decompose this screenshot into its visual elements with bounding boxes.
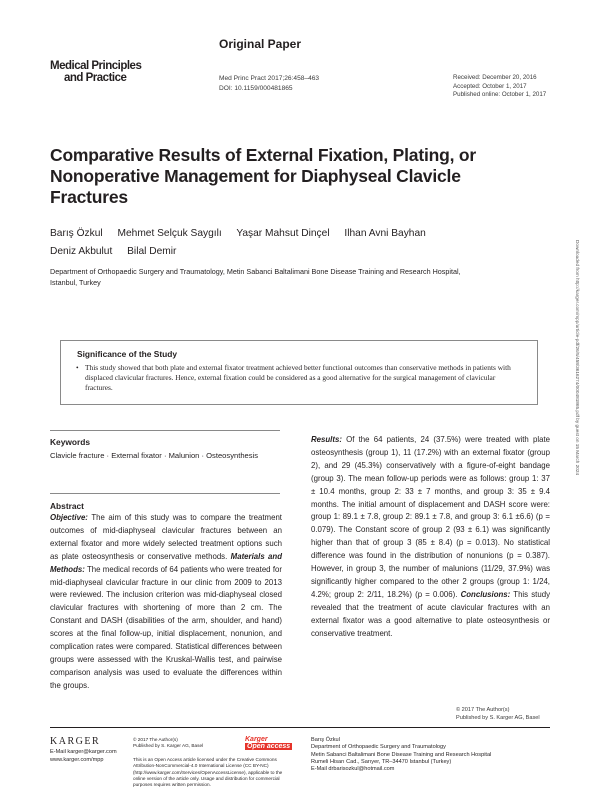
results-label: Results: <box>311 435 342 444</box>
significance-body: This study showed that both plate and external fixator treatment achieved better functional outcomes than conservative methods in patients with displaced clavicular fractures. Hence, external fixation could be considered as a good alternative for the surgical management of clavicular fractures. <box>85 363 511 392</box>
copyright-line: © 2017 The Author(s) <box>456 707 510 713</box>
significance-text <box>77 363 517 393</box>
objective-label: Objective: <box>50 513 88 522</box>
footer-publisher: Published by S. Karger AG, Basel <box>133 743 204 749</box>
spacer <box>133 750 285 757</box>
download-side-note <box>575 240 587 540</box>
author-name: Deniz Akbulut <box>50 246 113 257</box>
keywords-text: Clavicle fracture · External fixator · Malunion · Osteosynthesis <box>50 451 259 460</box>
correspondence-email[interactable]: E-Mail drbarisozkul@hotmail.com <box>311 766 395 773</box>
author-affiliation: Department of Orthopaedic Surgery and Traumatology, Metin Sabanci Baltalimani Bone Disease Training and Research Hospital, Istanbul, Turkey <box>50 267 461 287</box>
abstract-column-right <box>311 434 550 641</box>
methods-text: The medical records of 64 patients who were treated for mid-diaphyseal clavicular fracture in our clinic from 2009 to 2013 were reviewed. The inclusion criterion was mid-diaphyseal closed clavicular fractures with shortening of more than 2 cm. The Constant and DASH (disabilities of the arm, shoulder, and hand) scores at the final follow-up, initial displacement, nonunion, and complication rates were compared. Statistical differences between groups were assessed with the Kruskal-Wallis test, and pairwise comparison analysis was used to evaluate the differences within the groups. <box>50 564 282 690</box>
author-name: Barış Özkul <box>50 228 103 239</box>
abstract-column-left <box>50 512 282 693</box>
correspondence-institution: Metin Sabanci Baltalimani Bone Disease Training and Research Hospital <box>311 751 492 758</box>
journal-logo <box>50 60 141 84</box>
license-text: This is an Open Access article licensed under the Creative Commons Attribution-NonCommercial-4.0 International License (CC BY-NC) (http://www.karger.com/Services/OpenAccessLicense), applicable to the online version of the article only. Usage and distribution for commercial purposes requires written permission. <box>133 756 283 788</box>
abstract-divider <box>50 493 280 494</box>
publisher-website[interactable]: www.karger.com/mpp <box>50 756 104 763</box>
karger-logo: KARGER <box>50 736 101 747</box>
citation-reference: Med Princ Pract 2017;26:458–463 <box>219 75 320 82</box>
author-list <box>50 225 480 261</box>
author-name: Yaşar Mahsut Dinçel <box>236 228 330 239</box>
correspondence-block <box>311 737 551 773</box>
copyright-note <box>456 706 540 722</box>
author-name: Mehmet Selçuk Saygılı <box>117 228 222 239</box>
author-name: Bilal Demir <box>127 246 177 257</box>
author-name: Ilhan Avni Bayhan <box>344 228 426 239</box>
article-title: Comparative Results of External Fixation, Plating, or Nonoperative Management for Diaphyseal Clavicle Fractures <box>50 145 477 207</box>
conclusions-text: This study revealed that the treatment of acute clavicular fractures with an external fixator was a good alternative to plate osteosynthesis or conservative treatment. <box>311 589 550 638</box>
footer-copyright: © 2017 The Author(s) <box>133 737 178 742</box>
bullet-icon: • <box>76 363 79 372</box>
correspondence-address: Rumeli Hisarı Cad., Sarıyer, TR–34470 Istanbul (Turkey) <box>311 758 452 765</box>
abstract-heading: Abstract <box>50 501 84 511</box>
citation <box>219 74 319 94</box>
citation-doi[interactable]: DOI: 10.1159/000481865 <box>219 85 293 92</box>
keywords-divider <box>50 430 280 431</box>
correspondence-name: Barış Özkul <box>311 737 340 743</box>
download-side-note-text: Downloaded from http://karger.com/mpp/article-pdf/26/5/458/3616274/000481865.pdf by guest on 15 March 2024 <box>575 240 580 476</box>
publisher-email[interactable]: E-Mail karger@karger.com <box>50 749 117 755</box>
date-accepted: Accepted: October 1, 2017 <box>453 82 527 90</box>
article-dates <box>453 74 546 100</box>
significance-heading: Significance of the Study <box>77 349 178 359</box>
correspondence-department: Department of Orthopaedic Surgery and Traumatology <box>311 744 446 751</box>
date-received: Received: December 20, 2016 <box>453 74 537 81</box>
date-published: Published online: October 1, 2017 <box>453 91 547 98</box>
article-type: Original Paper <box>219 37 302 51</box>
publisher-contact <box>50 749 117 764</box>
methods-label: Materials and Methods: <box>50 551 282 574</box>
open-access-badge <box>245 736 292 750</box>
open-access-badge-publisher: Karger <box>245 736 268 743</box>
objective-text: The aim of this study was to compare the treatment outcomes of mid-diaphyseal clavicular fractures between an external fixator and more widely selected treatment options such as plate osteosynthesis or conservative methods. <box>50 513 282 561</box>
journal-logo-line2: and Practice <box>64 72 127 84</box>
open-access-badge-label: Open access <box>247 743 291 750</box>
publisher-line: Published by S. Karger AG, Basel <box>456 715 540 721</box>
keywords-heading: Keywords <box>50 437 91 447</box>
footer-divider <box>50 727 550 728</box>
journal-logo-line1: Medical Principles <box>50 60 142 72</box>
conclusions-label: Conclusions: <box>460 589 511 599</box>
results-text: Of the 64 patients, 24 (37.5%) were treated with plate osteosynthesis (group 1), 11 (17.2%) with an external fixator (group 2), and 29 (45.3%) conservatively with a figure-of-eight bandage (group 3). The mean follow-up periods were as follows: group 1: 37 ± 10.4 months, group 2: 33 ± 7 months, and group 3: 35 ± 9.4 months. The initial amount of displacement and DASH score were: group 1: 89.1 ± 7.8, group 2: 89.1 ± 7.8, and group 3: 6.1 ±6.6) (p = 0.079). The Constant score of group 2 (93 ± 6.1) was significantly higher than that of group 3 (85 ± 8.4) (p = 0.013). No statistical difference was found in the distribution of nonunions (p = 0.387). However, in group 3, the number of malunions (11/29, 37.9%) was significantly higher compared to the other 2 groups (group 1: 1/24, 4.2%; group 2: 2/11, 18.2%) (p = 0.006). <box>311 435 550 599</box>
